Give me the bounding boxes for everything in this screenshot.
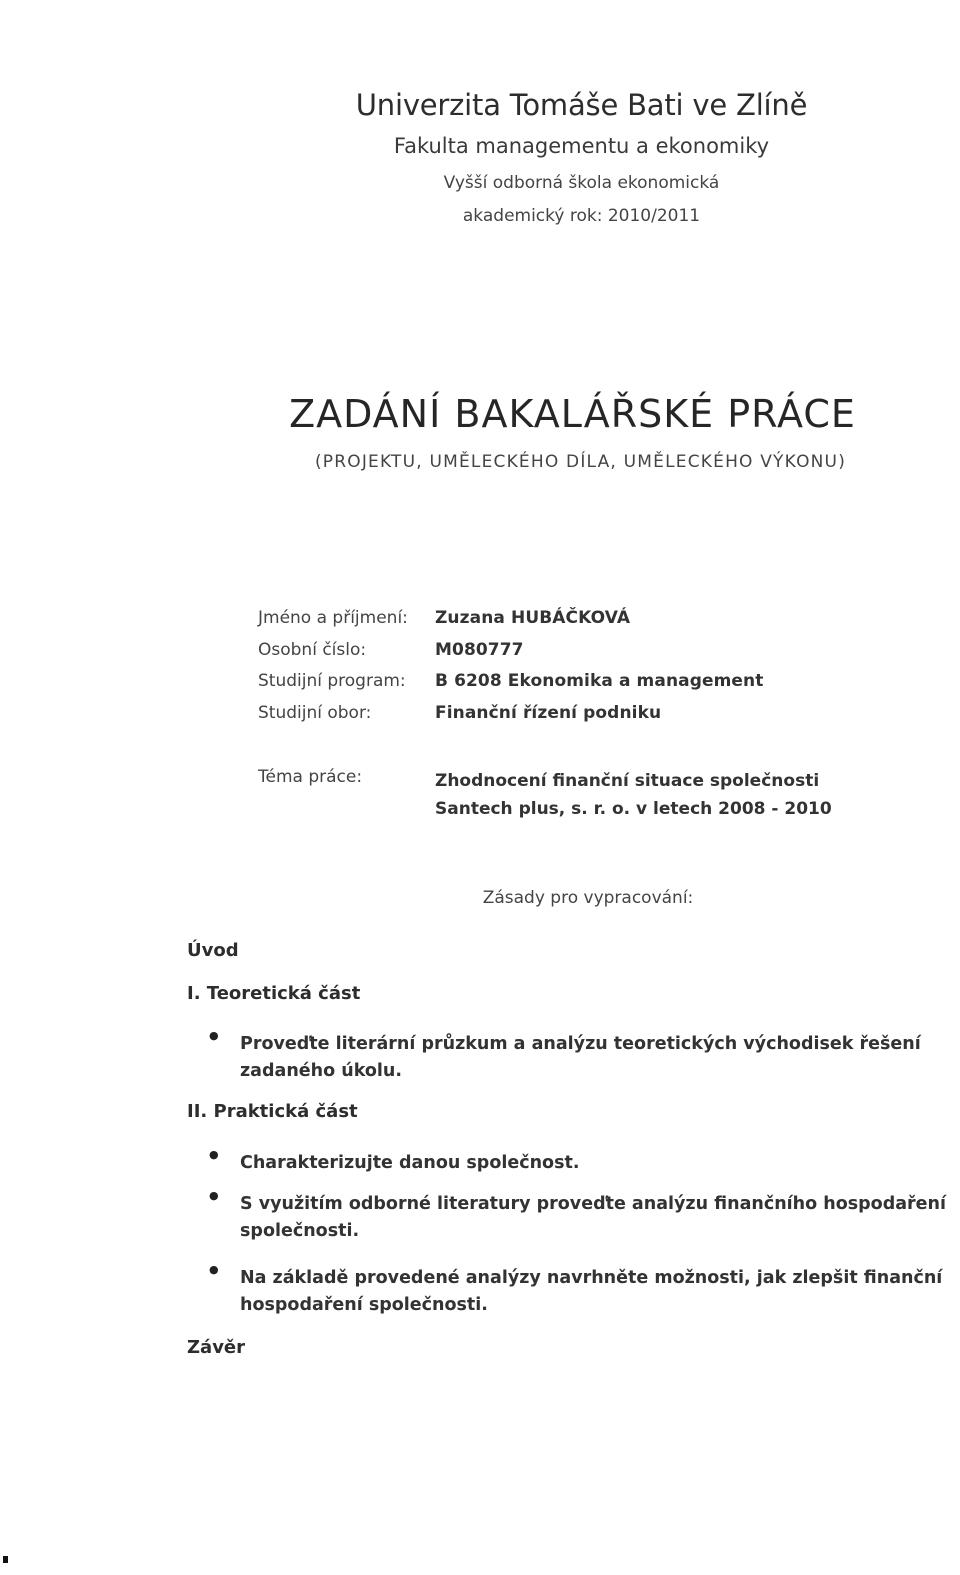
conclusion-heading: Závěr bbox=[187, 1337, 246, 1358]
document-subtitle: (PROJEKTU, UMĚLECKÉHO DÍLA, UMĚLECKÉHO VÝKONU) bbox=[314, 452, 847, 472]
bullet-icon: ● bbox=[209, 1189, 219, 1202]
topic-label: Téma práce: bbox=[258, 767, 363, 787]
academic-year: akademický rok: 2010/2011 bbox=[462, 206, 701, 226]
practical-part-heading: II. Praktická část bbox=[187, 1101, 358, 1122]
university-name: Univerzita Tomáše Bati ve Zlíně bbox=[355, 88, 808, 122]
personal-number-label: Osobní číslo: bbox=[258, 640, 367, 660]
scan-mark bbox=[3, 1556, 8, 1563]
bullet-icon: ● bbox=[209, 1029, 219, 1042]
topic-value: Zhodnocení finanční situace společnosti Santech plus, s. r. o. v letech 2008 - 2010 bbox=[435, 771, 832, 819]
bullet-icon: ● bbox=[209, 1263, 219, 1276]
faculty-name: Fakulta managementu a ekonomiky bbox=[393, 134, 770, 158]
introduction-heading: Úvod bbox=[187, 940, 239, 961]
practical-task-item: S využitím odborné literatury proveďte analýzu finančního hospodaření společnosti. bbox=[240, 1194, 946, 1241]
theoretical-part-heading: I. Teoretická část bbox=[187, 983, 361, 1004]
practical-task-item: Charakterizujte danou společnost. bbox=[240, 1153, 580, 1173]
bullet-icon: ● bbox=[209, 1148, 219, 1161]
personal-number-value: M080777 bbox=[435, 640, 524, 660]
name-label: Jméno a příjmení: bbox=[258, 608, 408, 628]
theoretical-task-item: Proveďte literární průzkum a analýzu teoretických východisek řešení zadaného úkolu. bbox=[240, 1034, 921, 1081]
guidelines-heading: Zásady pro vypracování: bbox=[482, 888, 694, 908]
study-field-label: Studijní obor: bbox=[258, 703, 372, 723]
study-program-label: Studijní program: bbox=[258, 671, 406, 691]
school-name: Vyšší odborná škola ekonomická bbox=[443, 173, 720, 193]
study-field-value: Finanční řízení podniku bbox=[435, 703, 662, 723]
document-title: ZADÁNÍ BAKALÁŘSKÉ PRÁCE bbox=[289, 392, 856, 436]
name-value: Zuzana HUBÁČKOVÁ bbox=[435, 608, 631, 628]
practical-task-item: Na základě provedené analýzy navrhněte možnosti, jak zlepšit finanční hospodaření společnosti. bbox=[240, 1268, 943, 1315]
study-program-value: B 6208 Ekonomika a management bbox=[435, 671, 764, 691]
